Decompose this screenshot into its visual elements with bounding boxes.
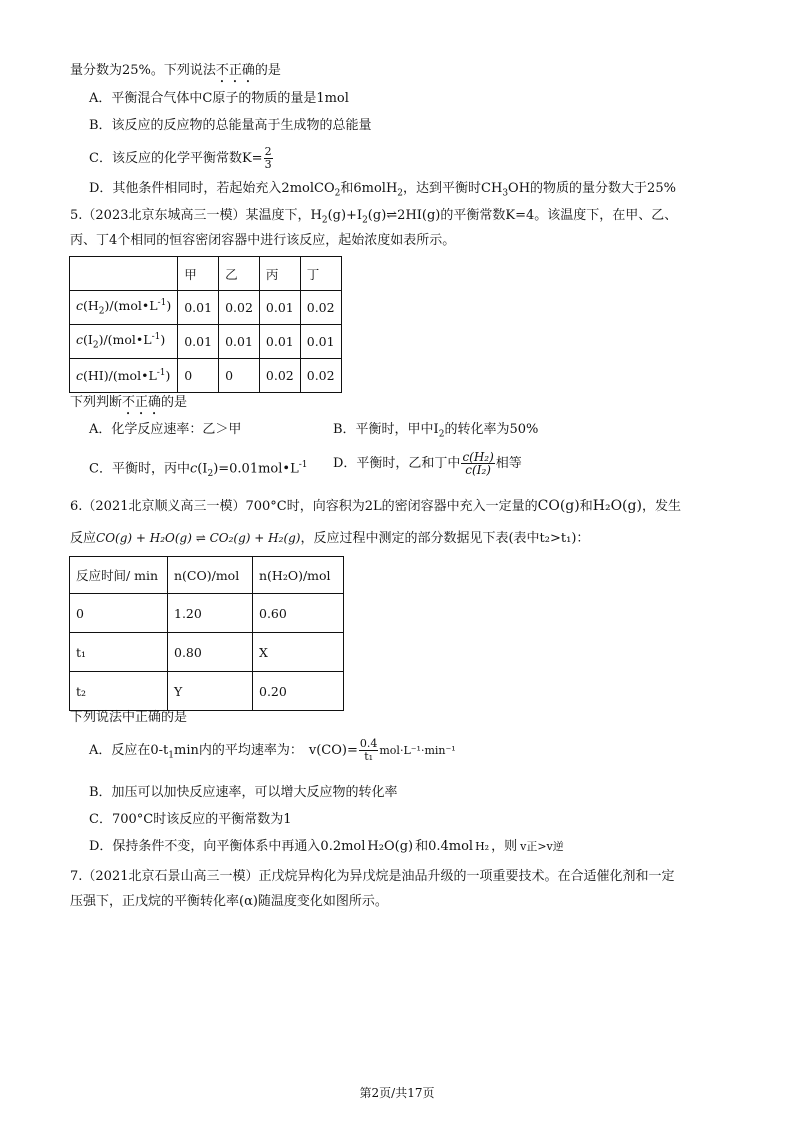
table-cell: 0.01: [259, 291, 300, 325]
table-header-row: [70, 257, 342, 291]
table-cell: 0.02: [300, 359, 341, 393]
table-row: [70, 325, 342, 359]
q6-option-a: A．反应在$0-t_1\min$内的平均速率为： v(CO)= $\frac{0.4}{\text{t₁}}$ mol·L⁻¹·min⁻¹: [89, 737, 456, 763]
table-row: [70, 291, 342, 325]
q6-stem-line2: 反应CO(g) + H₂O(g) ⇌ CO₂(g) + H₂(g)，反应过程中测定的部分数据见下表(表中t₂>t₁)：: [70, 531, 590, 546]
q6-option-c: C．700°C时该反应的平衡常数为1: [89, 812, 292, 827]
q6-data-table: [69, 556, 344, 711]
q7-stem-line2: 压强下，正戊烷的平衡转化率(α)随温度变化如图所示。: [70, 894, 388, 909]
q5-stem-line1: 5.（2023北京东城高三一模）某温度下，$H_2(g)+I_2(g)\rightleftharpoons 2HI(g)$的平衡常数K=4。该温度下，在甲、乙、: [70, 208, 678, 226]
table-cell: 0.02: [259, 359, 300, 393]
q5-ratio-fraction: $\frac{\text{c(H₂)}}{\text{c(I₂)}}$: [462, 450, 494, 477]
table-cell: t₁: [70, 633, 168, 672]
table-header-cell: n(H₂O)/mol: [253, 557, 344, 594]
table-header-cell: 反应时间/ min: [70, 557, 168, 594]
table-cell: 0: [219, 359, 260, 393]
table-cell: t₂: [70, 672, 168, 711]
page-footer: 第2页/共17页: [359, 1086, 435, 1100]
table-cell: 0.80: [168, 633, 253, 672]
q6-option-b: B．加压可以加快反应速率，可以增大反应物的转化率: [89, 785, 398, 800]
q6-rate-fraction: $\frac{0.4}{\text{t₁}}$: [359, 737, 378, 763]
q6-stem-line1: 6.（2021北京顺义高三一模）700°C时，向容积为2L的密闭容器中充入一定量的CO(g)和H₂O(g)，发生: [70, 498, 681, 514]
row-label: $c(H_2)/(mol•L^{-1})$: [70, 291, 178, 325]
q5-option-b: B．平衡时，甲中$I_2$的转化率为50%: [333, 422, 539, 440]
q5-stem-line2: 丙、丁4个相同的恒容密闭容器中进行该反应，起始浓度如表所示。: [70, 233, 456, 248]
q4-option-b: B．该反应的反应物的总能量高于生成物的总能量: [89, 118, 372, 133]
q6-option-d: D．保持条件不变，向平衡体系中再通入0.2mol H₂O(g) 和0.4mol H₂ ，则 v正>v逆: [89, 839, 564, 854]
q5-concentration-table: [69, 256, 342, 393]
table-header-cell: 乙: [219, 257, 260, 291]
table-header-cell: 丙: [259, 257, 300, 291]
equilibrium-arrow-icon: ⇌: [386, 208, 398, 223]
table-header-cell: 甲: [178, 257, 219, 291]
q4-option-d: D．其他条件相同时，若起始充入2molCO$_2$和6molH$_2$，达到平衡时$CH_3OH$的物质的量分数大于25%: [89, 181, 676, 199]
q5-option-a: A．化学反应速率：乙＞甲: [89, 422, 242, 437]
table-header-cell: [70, 257, 178, 291]
q4-intro: 量分数为25%。下列说法不正确的是: [70, 63, 281, 78]
q5-option-d: D．平衡时，乙和丁中 $\frac{\text{c(H₂)}}{\text{c(I₂)}}$ 相等: [333, 450, 522, 477]
table-cell: 0.02: [219, 291, 260, 325]
table-cell: 0: [70, 594, 168, 633]
table-cell: 0.20: [253, 672, 344, 711]
table-cell: X: [253, 633, 344, 672]
table-cell: 0: [178, 359, 219, 393]
table-row: [70, 672, 344, 711]
q7-stem-line1: 7.（2021北京石景山高三一模）正戊烷异构化为异戊烷是油品升级的一项重要技术。在合适催化剂和一定: [70, 869, 675, 884]
q4-fraction: $\frac{2}{3}$: [264, 145, 272, 171]
table-row: [70, 594, 344, 633]
row-label: $c(HI)/(mol•L^{-1})$: [70, 359, 178, 393]
table-cell: Y: [168, 672, 253, 711]
table-cell: 0.01: [178, 291, 219, 325]
q4-option-c: C．该反应的化学平衡常数K= $\frac{2}{3}$: [89, 145, 272, 171]
table-cell: 0.02: [300, 291, 341, 325]
table-cell: 0.01: [300, 325, 341, 359]
q6-reaction-equation: CO(g) + H₂O(g) ⇌ CO₂(g) + H₂(g): [96, 531, 301, 545]
table-row: [70, 633, 344, 672]
table-cell: 0.01: [178, 325, 219, 359]
q5-question: 下列判断不正确的是: [70, 395, 188, 410]
table-row: [70, 359, 342, 393]
table-cell: 0.01: [259, 325, 300, 359]
table-header-row: [70, 557, 344, 594]
table-cell: 1.20: [168, 594, 253, 633]
table-cell: 0.60: [253, 594, 344, 633]
q5-option-c: C．平衡时，丙中$c(I_2)=0.01mol•L^{-1}$: [89, 460, 308, 479]
table-cell: 0.01: [219, 325, 260, 359]
row-label: $c(I_2)/(mol•L^{-1})$: [70, 325, 178, 359]
table-header-cell: n(CO)/mol: [168, 557, 253, 594]
table-header-cell: 丁: [300, 257, 341, 291]
q4-option-a: A．平衡混合气体中C原子的物质的量是1mol: [89, 91, 349, 106]
q6-question: 下列说法中正确的是: [70, 710, 188, 725]
